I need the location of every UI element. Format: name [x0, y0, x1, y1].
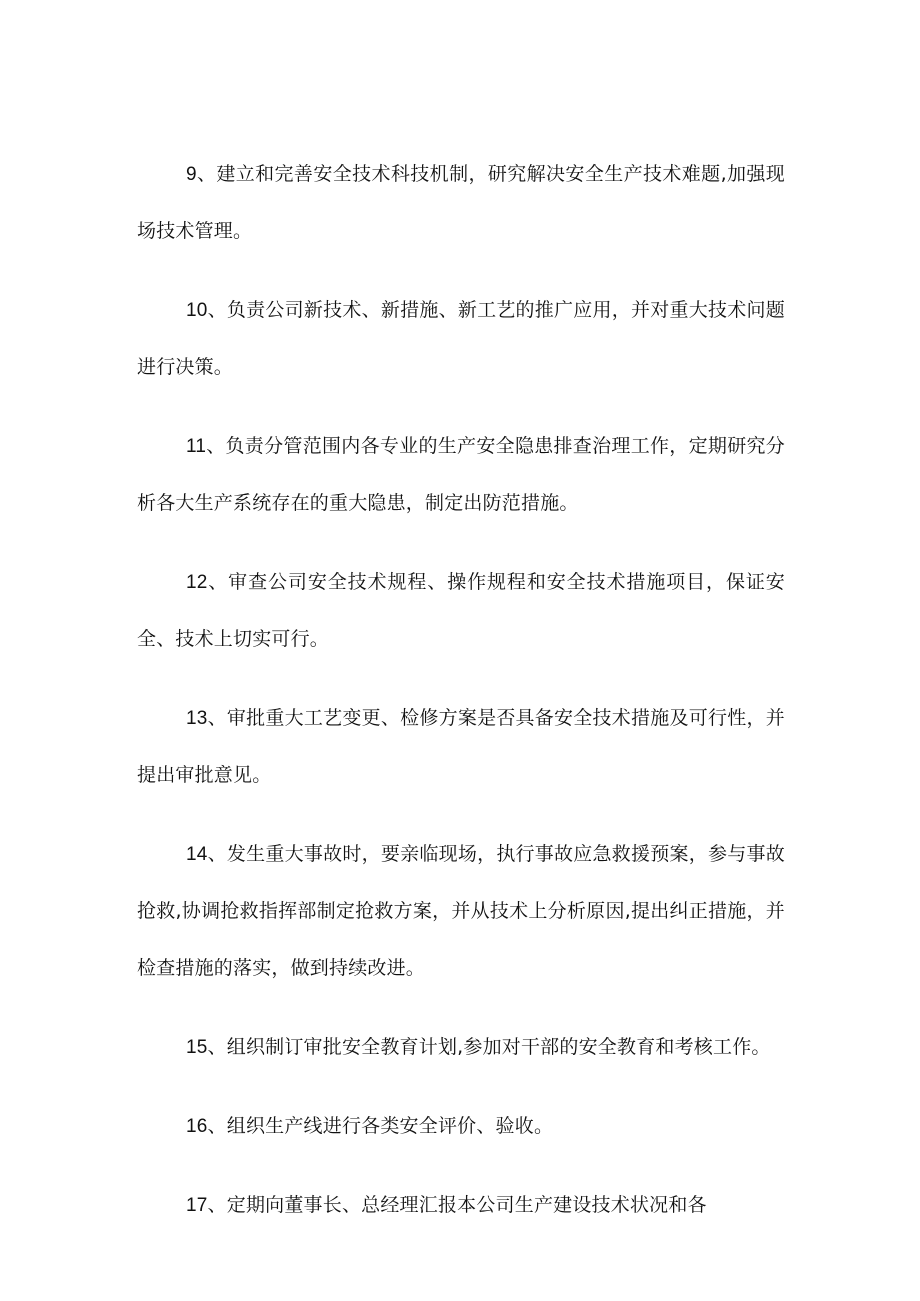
item-text: 、审查公司安全技术规程、操作规程和安全技术措施项目，保证安全、技术上切实可行。 [137, 571, 785, 650]
duty-item-17 [137, 1177, 785, 1234]
duty-item-14 [137, 826, 785, 997]
item-text: 、负责分管范围内各专业的生产安全隐患排查治理工作，定期研究分析各大生产系统存在的重大隐患，制定出防范措施。 [137, 435, 785, 514]
item-text: 、审批重大工艺变更、检修方案是否具备安全技术措施及可行性，并提出审批意见。 [137, 707, 785, 786]
item-number: 12 [186, 572, 208, 593]
item-number: 9 [186, 164, 197, 185]
item-number: 11 [186, 436, 207, 457]
item-number: 15 [186, 1037, 208, 1058]
duty-item-9 [137, 146, 785, 260]
duty-item-13 [137, 690, 785, 804]
duty-item-10 [137, 282, 785, 396]
item-number: 16 [186, 1116, 208, 1137]
duty-item-15 [137, 1019, 785, 1076]
item-number: 17 [186, 1195, 208, 1216]
item-text: 、组织制订审批安全教育计划,参加对干部的安全教育和考核工作。 [207, 1036, 771, 1058]
item-number: 14 [186, 844, 208, 865]
item-text: 、建立和完善安全技术科技机制，研究解决安全生产技术难题,加强现场技术管理。 [137, 163, 785, 242]
item-text: 、负责公司新技术、新措施、新工艺的推广应用，并对重大技术问题进行决策。 [137, 299, 785, 378]
duty-item-11 [137, 418, 785, 532]
item-text: 、定期向董事长、总经理汇报本公司生产建设技术状况和各 [207, 1194, 707, 1216]
item-number: 10 [186, 300, 208, 321]
duty-item-16 [137, 1098, 785, 1155]
item-number: 13 [186, 708, 208, 729]
item-text: 、组织生产线进行各类安全评价、验收。 [207, 1115, 554, 1137]
duty-item-12 [137, 554, 785, 668]
item-text: 、发生重大事故时，要亲临现场，执行事故应急救援预案，参与事故抢救,协调抢救指挥部制定抢救方案，并从技术上分析原因,提出纠正措施，并检查措施的落实，做到持续改进。 [137, 843, 785, 979]
document-body [137, 146, 785, 1256]
